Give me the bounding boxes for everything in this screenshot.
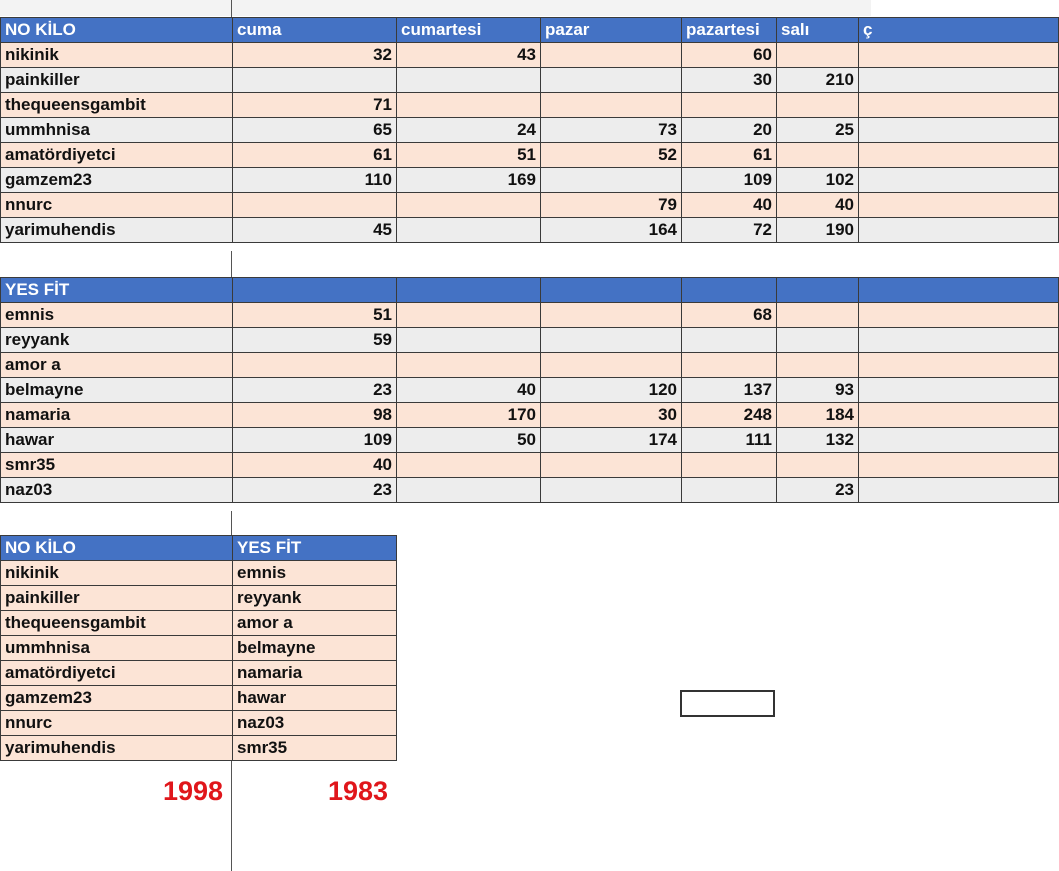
member-name-cell[interactable]: naz03 <box>0 477 233 503</box>
value-cell[interactable] <box>776 42 859 68</box>
team-member-cell[interactable]: nnurc <box>0 710 233 736</box>
member-name-cell[interactable]: amor a <box>0 352 233 378</box>
day-header-cell[interactable] <box>232 277 397 303</box>
value-cell[interactable]: 61 <box>232 142 397 168</box>
value-cell[interactable] <box>858 477 1059 503</box>
day-header-cell[interactable] <box>776 277 859 303</box>
member-name-cell[interactable]: nikinik <box>0 42 233 68</box>
value-cell[interactable] <box>681 92 777 118</box>
value-cell[interactable]: 190 <box>776 217 859 243</box>
value-cell[interactable] <box>858 92 1059 118</box>
day-header-cell[interactable]: pazar <box>540 17 682 43</box>
value-cell[interactable] <box>540 302 682 328</box>
no-kilo-table <box>0 17 1058 242</box>
value-cell[interactable] <box>776 327 859 353</box>
value-cell[interactable]: 248 <box>681 402 777 428</box>
value-cell[interactable]: 61 <box>681 142 777 168</box>
team-member-cell[interactable]: smr35 <box>232 735 397 761</box>
value-cell[interactable] <box>776 452 859 478</box>
value-cell[interactable]: 40 <box>232 452 397 478</box>
value-cell[interactable] <box>858 452 1059 478</box>
day-header-cell[interactable] <box>858 277 1059 303</box>
day-header-cell[interactable]: ç <box>858 17 1059 43</box>
member-name-cell[interactable]: emnis <box>0 302 233 328</box>
value-cell[interactable] <box>858 67 1059 93</box>
value-cell[interactable]: 40 <box>396 377 541 403</box>
day-header-cell[interactable] <box>540 277 682 303</box>
value-cell[interactable]: 23 <box>232 477 397 503</box>
value-cell[interactable] <box>776 302 859 328</box>
value-cell[interactable]: 109 <box>232 427 397 453</box>
value-cell[interactable]: 32 <box>232 42 397 68</box>
member-name-cell[interactable]: yarimuhendis <box>0 217 233 243</box>
team-header-cell[interactable]: YES FİT <box>232 535 397 561</box>
value-cell[interactable] <box>540 67 682 93</box>
value-cell[interactable] <box>396 352 541 378</box>
team-member-cell[interactable]: amor a <box>232 610 397 636</box>
value-cell[interactable]: 65 <box>232 117 397 143</box>
value-cell[interactable]: 102 <box>776 167 859 193</box>
value-cell[interactable]: 30 <box>540 402 682 428</box>
team-member-cell[interactable]: amatördiyetci <box>0 660 233 686</box>
value-cell[interactable]: 30 <box>681 67 777 93</box>
value-cell[interactable]: 174 <box>540 427 682 453</box>
day-header-cell[interactable] <box>396 277 541 303</box>
value-cell[interactable] <box>396 67 541 93</box>
member-name-cell[interactable]: nnurc <box>0 192 233 218</box>
team-member-cell[interactable]: reyyank <box>232 585 397 611</box>
value-cell[interactable]: 93 <box>776 377 859 403</box>
value-cell[interactable] <box>858 377 1059 403</box>
no-kilo-total: 1998 <box>163 776 224 806</box>
member-name-cell[interactable]: reyyank <box>0 327 233 353</box>
team-member-cell[interactable]: emnis <box>232 560 397 586</box>
day-header-cell[interactable]: pazartesi <box>681 17 777 43</box>
value-cell[interactable] <box>396 327 541 353</box>
value-cell[interactable]: 52 <box>540 142 682 168</box>
value-cell[interactable]: 20 <box>681 117 777 143</box>
value-cell[interactable]: 109 <box>681 167 777 193</box>
team-members-table <box>0 535 396 760</box>
team-member-cell[interactable]: nikinik <box>0 560 233 586</box>
value-cell[interactable]: 170 <box>396 402 541 428</box>
value-cell[interactable] <box>858 42 1059 68</box>
value-cell[interactable] <box>858 427 1059 453</box>
value-cell[interactable]: 164 <box>540 217 682 243</box>
value-cell[interactable]: 137 <box>681 377 777 403</box>
value-cell[interactable]: 169 <box>396 167 541 193</box>
value-cell[interactable]: 25 <box>776 117 859 143</box>
day-header-cell[interactable] <box>681 277 777 303</box>
value-cell[interactable]: 120 <box>540 377 682 403</box>
value-cell[interactable] <box>858 167 1059 193</box>
value-cell[interactable] <box>232 192 397 218</box>
value-cell[interactable]: 210 <box>776 67 859 93</box>
group-header-cell[interactable]: NO KİLO <box>0 17 233 43</box>
member-name-cell[interactable]: hawar <box>0 427 233 453</box>
member-name-cell[interactable]: belmayne <box>0 377 233 403</box>
value-cell[interactable] <box>540 42 682 68</box>
team-member-cell[interactable]: hawar <box>232 685 397 711</box>
yes-fit-table <box>0 277 1058 502</box>
value-cell[interactable]: 59 <box>232 327 397 353</box>
value-cell[interactable]: 24 <box>396 117 541 143</box>
member-name-cell[interactable]: thequeensgambit <box>0 92 233 118</box>
member-name-cell[interactable]: ummhnisa <box>0 117 233 143</box>
value-cell[interactable]: 43 <box>396 42 541 68</box>
team-member-cell[interactable]: naz03 <box>232 710 397 736</box>
day-header-cell[interactable]: cumartesi <box>396 17 541 43</box>
group-header-cell[interactable]: YES FİT <box>0 277 233 303</box>
value-cell[interactable] <box>858 117 1059 143</box>
value-cell[interactable]: 111 <box>681 427 777 453</box>
value-cell[interactable] <box>396 217 541 243</box>
value-cell[interactable] <box>396 192 541 218</box>
team-member-cell[interactable]: namaria <box>232 660 397 686</box>
member-name-cell[interactable]: namaria <box>0 402 233 428</box>
day-header-cell[interactable]: salı <box>776 17 859 43</box>
value-cell[interactable] <box>396 92 541 118</box>
value-cell[interactable] <box>232 67 397 93</box>
value-cell[interactable] <box>540 167 682 193</box>
top-gridline-strip <box>0 0 871 16</box>
member-name-cell[interactable]: amatördiyetci <box>0 142 233 168</box>
team-member-cell[interactable]: belmayne <box>232 635 397 661</box>
value-cell[interactable] <box>396 477 541 503</box>
value-cell[interactable] <box>681 352 777 378</box>
value-cell[interactable]: 23 <box>232 377 397 403</box>
value-cell[interactable] <box>776 92 859 118</box>
team-member-cell[interactable]: ummhnisa <box>0 635 233 661</box>
value-cell[interactable] <box>858 302 1059 328</box>
value-cell[interactable] <box>232 352 397 378</box>
value-cell[interactable] <box>540 477 682 503</box>
day-header-cell[interactable]: cuma <box>232 17 397 43</box>
member-name-cell[interactable]: painkiller <box>0 67 233 93</box>
selected-cell[interactable] <box>680 690 775 717</box>
value-cell[interactable]: 110 <box>232 167 397 193</box>
value-cell[interactable] <box>681 477 777 503</box>
value-cell[interactable] <box>858 217 1059 243</box>
team-member-cell[interactable]: gamzem23 <box>0 685 233 711</box>
value-cell[interactable]: 40 <box>776 192 859 218</box>
value-cell[interactable]: 73 <box>540 117 682 143</box>
value-cell[interactable] <box>858 352 1059 378</box>
value-cell[interactable] <box>681 327 777 353</box>
value-cell[interactable] <box>776 352 859 378</box>
column-divider <box>231 0 232 18</box>
yes-fit-total: 1983 <box>328 776 389 806</box>
value-cell[interactable] <box>776 142 859 168</box>
value-cell[interactable]: 50 <box>396 427 541 453</box>
member-name-cell[interactable]: smr35 <box>0 452 233 478</box>
value-cell[interactable] <box>858 192 1059 218</box>
value-cell[interactable]: 184 <box>776 402 859 428</box>
team-header-cell[interactable]: NO KİLO <box>0 535 233 561</box>
team-member-cell[interactable]: painkiller <box>0 585 233 611</box>
team-member-cell[interactable]: thequeensgambit <box>0 610 233 636</box>
value-cell[interactable]: 79 <box>540 192 682 218</box>
value-cell[interactable]: 51 <box>232 302 397 328</box>
value-cell[interactable] <box>396 302 541 328</box>
value-cell[interactable] <box>681 452 777 478</box>
value-cell[interactable]: 51 <box>396 142 541 168</box>
column-divider <box>231 251 232 277</box>
value-cell[interactable] <box>540 327 682 353</box>
value-cell[interactable]: 68 <box>681 302 777 328</box>
value-cell[interactable] <box>540 452 682 478</box>
value-cell[interactable]: 71 <box>232 92 397 118</box>
team-member-cell[interactable]: yarimuhendis <box>0 735 233 761</box>
value-cell[interactable] <box>858 142 1059 168</box>
value-cell[interactable]: 72 <box>681 217 777 243</box>
value-cell[interactable]: 45 <box>232 217 397 243</box>
value-cell[interactable]: 98 <box>232 402 397 428</box>
member-name-cell[interactable]: gamzem23 <box>0 167 233 193</box>
value-cell[interactable]: 40 <box>681 192 777 218</box>
value-cell[interactable] <box>858 402 1059 428</box>
value-cell[interactable] <box>540 92 682 118</box>
value-cell[interactable]: 60 <box>681 42 777 68</box>
value-cell[interactable] <box>396 452 541 478</box>
value-cell[interactable] <box>858 327 1059 353</box>
value-cell[interactable] <box>540 352 682 378</box>
value-cell[interactable]: 23 <box>776 477 859 503</box>
value-cell[interactable]: 132 <box>776 427 859 453</box>
